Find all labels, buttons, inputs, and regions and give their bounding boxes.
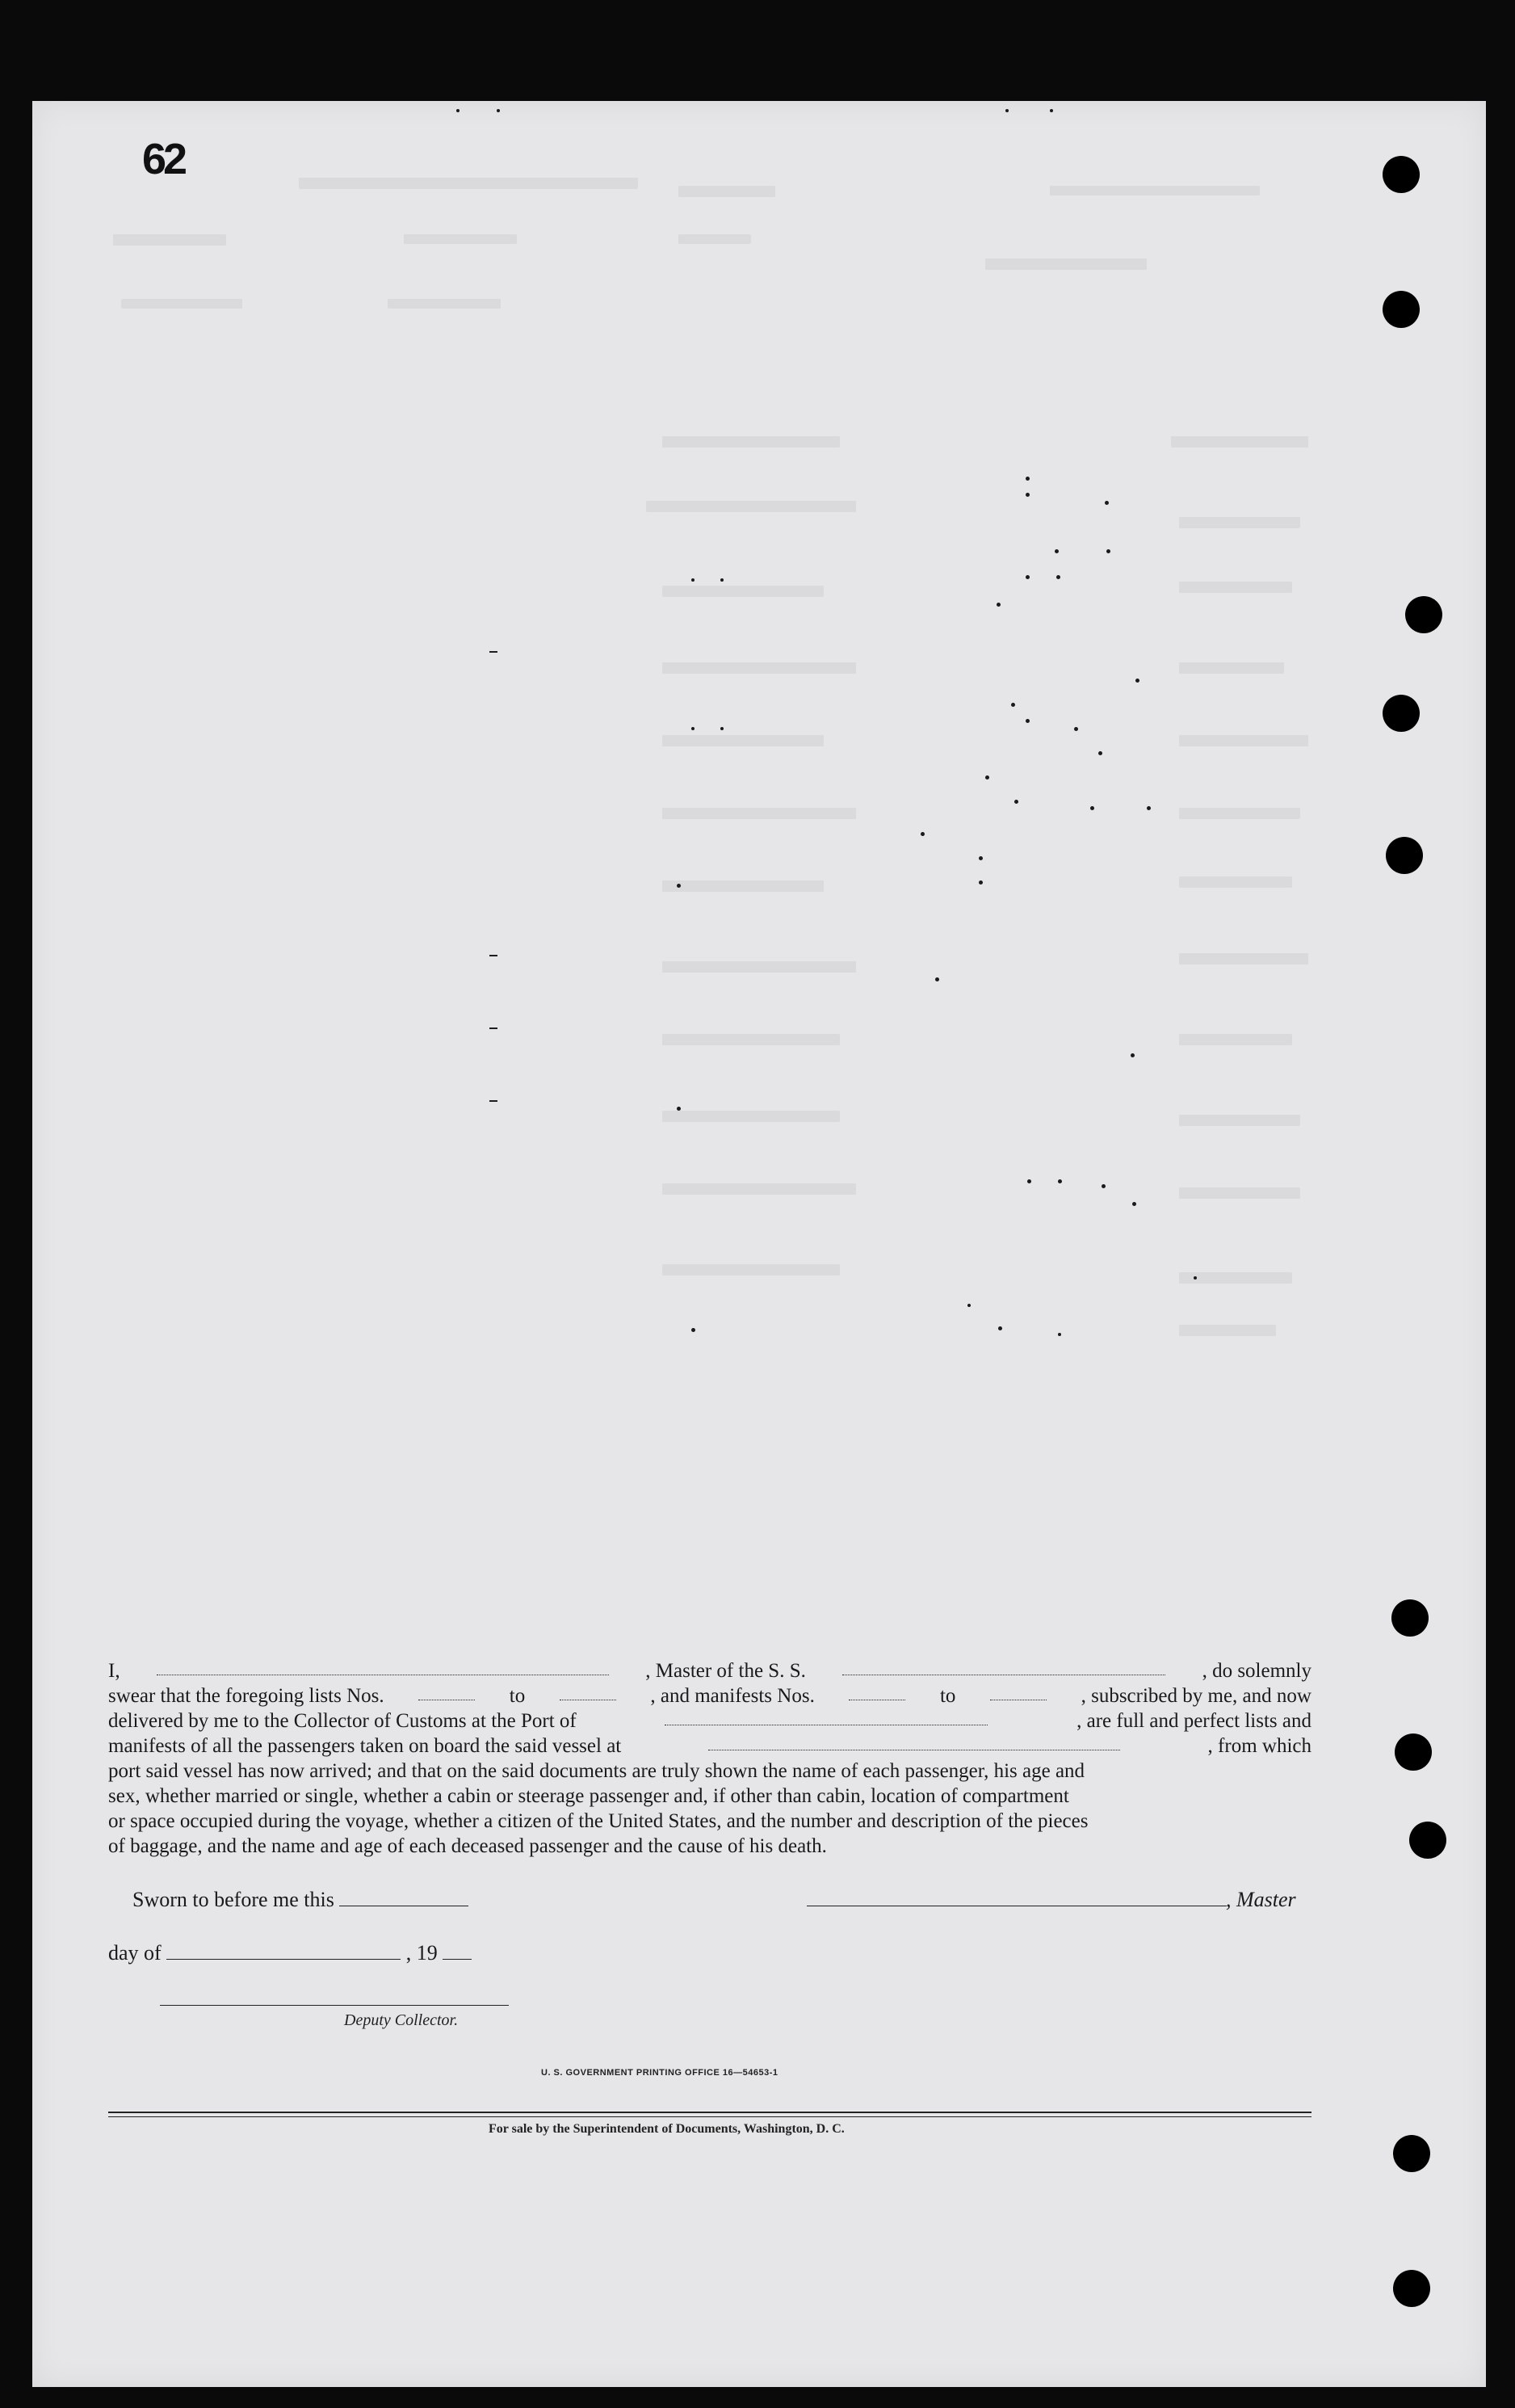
- speck: [1027, 1179, 1031, 1183]
- bleed-through-text: [121, 299, 242, 309]
- sworn-day-blank[interactable]: [339, 1889, 468, 1906]
- speck: [1098, 751, 1102, 755]
- speck: [979, 856, 983, 860]
- bleed-through-text: [985, 258, 1147, 270]
- bleed-through-text: [1179, 1187, 1300, 1199]
- bleed-through-text: [662, 1183, 856, 1195]
- speck: [1090, 806, 1094, 810]
- speck: [497, 109, 500, 112]
- bleed-through-text: [404, 234, 517, 244]
- oath-line: sex, whether married or single, whether a cabin or steerage passenger and, if other than cabin, location of compartment: [108, 1785, 1069, 1807]
- vessel-name-blank[interactable]: [842, 1658, 1165, 1675]
- speck: [1147, 806, 1151, 810]
- oath-line: [108, 1734, 1311, 1759]
- speck: [1026, 719, 1030, 723]
- year-prefix: , 19: [405, 1941, 438, 1965]
- speck: [691, 578, 695, 582]
- speck: [456, 109, 460, 112]
- margin-mark: [489, 651, 497, 653]
- margin-mark: [489, 1100, 497, 1102]
- binder-hole: [1393, 2135, 1430, 2172]
- oath-line: [108, 1658, 1311, 1683]
- oath-text: , Master of the S. S.: [645, 1660, 806, 1682]
- bleed-through-text: [662, 880, 824, 892]
- oath-statement: [108, 1658, 1311, 1859]
- binder-hole: [1409, 1822, 1446, 1859]
- sworn-label: Sworn to before me this: [132, 1888, 334, 1911]
- speck: [1026, 493, 1030, 497]
- year-blank[interactable]: [443, 1943, 472, 1960]
- bleed-through-text: [299, 178, 638, 189]
- deputy-collector-label: Deputy Collector.: [344, 2011, 459, 2029]
- oath-text: , subscribed by me, and now: [1081, 1685, 1311, 1707]
- speck: [985, 775, 989, 780]
- bleed-through-text: [1179, 517, 1300, 528]
- speck: [1194, 1276, 1197, 1280]
- speck: [691, 727, 695, 730]
- margin-mark: [489, 1027, 497, 1029]
- speck: [720, 578, 724, 582]
- speck: [677, 884, 681, 888]
- speck: [1131, 1053, 1135, 1057]
- bleed-through-text: [646, 501, 856, 512]
- bleed-through-text: [1171, 436, 1308, 448]
- speck: [1005, 109, 1009, 112]
- speck: [998, 1326, 1002, 1330]
- bleed-through-text: [1179, 953, 1308, 964]
- speck: [967, 1304, 971, 1307]
- bleed-through-text: [1050, 186, 1260, 195]
- list-to-blank[interactable]: [560, 1683, 616, 1700]
- oath-text: delivered by me to the Collector of Customs at the Port of: [108, 1710, 577, 1732]
- binder-hole: [1383, 291, 1420, 328]
- speck: [921, 832, 925, 836]
- bleed-through-text: [662, 961, 856, 973]
- bleed-through-text: [662, 1111, 840, 1122]
- binder-hole: [1395, 1734, 1432, 1771]
- deputy-signature-line: [160, 2005, 509, 2006]
- speck: [979, 880, 983, 885]
- oath-text: manifests of all the passengers taken on board the said vessel at: [108, 1735, 622, 1757]
- speck: [677, 1107, 681, 1111]
- master-label: , Master: [1226, 1888, 1296, 1911]
- oath-text: , do solemnly: [1202, 1660, 1311, 1682]
- binder-hole: [1393, 2270, 1430, 2307]
- bleed-through-text: [1179, 582, 1292, 593]
- binder-hole: [1405, 596, 1442, 633]
- bleed-through-text: [113, 234, 226, 246]
- speck: [1014, 800, 1018, 804]
- bleed-through-text: [1179, 1115, 1300, 1126]
- manifest-from-blank[interactable]: [849, 1683, 905, 1700]
- port-blank[interactable]: [665, 1708, 988, 1725]
- printing-office-imprint: U. S. GOVERNMENT PRINTING OFFICE 16—54653-1: [541, 2068, 778, 2078]
- speck: [1011, 703, 1015, 707]
- speck: [1055, 549, 1059, 553]
- speck: [691, 1328, 695, 1332]
- bleed-through-text: [1179, 662, 1284, 674]
- bleed-through-text: [1179, 1325, 1276, 1336]
- speck: [1074, 727, 1078, 731]
- oath-line: or space occupied during the voyage, whether a citizen of the United States, and the number and description of the pieces: [108, 1810, 1089, 1832]
- bleed-through-text: [662, 586, 824, 597]
- oath-line: [108, 1708, 1311, 1734]
- master-name-blank[interactable]: [157, 1658, 609, 1675]
- oath-text: swear that the foregoing lists Nos.: [108, 1685, 384, 1707]
- oath-text: , from which: [1207, 1735, 1311, 1757]
- speck: [1058, 1179, 1062, 1183]
- binder-hole: [1383, 156, 1420, 193]
- speck: [720, 727, 724, 730]
- sale-notice: For sale by the Superintendent of Documents, Washington, D. C.: [489, 2122, 845, 2136]
- speck: [1026, 477, 1030, 481]
- bleed-through-text: [662, 735, 824, 746]
- speck: [1102, 1184, 1106, 1188]
- master-signature-line[interactable]: [807, 1889, 1227, 1906]
- bleed-through-text: [662, 436, 840, 448]
- bleed-through-text: [678, 186, 775, 197]
- speck: [935, 977, 939, 981]
- binder-hole: [1386, 837, 1423, 874]
- speck: [1132, 1202, 1136, 1206]
- speck: [1026, 575, 1030, 579]
- bleed-through-text: [678, 234, 751, 244]
- bleed-through-text: [1179, 735, 1308, 746]
- oath-text: to: [509, 1685, 526, 1707]
- day-of-label: day of: [108, 1941, 162, 1965]
- bleed-through-text: [662, 1264, 840, 1275]
- binder-hole: [1383, 695, 1420, 732]
- margin-mark: [489, 955, 497, 956]
- oath-line: port said vessel has now arrived; and that on the said documents are truly shown the name of each passenger, his age and: [108, 1760, 1085, 1782]
- month-blank[interactable]: [166, 1943, 401, 1960]
- bleed-through-text: [1179, 808, 1300, 819]
- speck: [1056, 575, 1060, 579]
- speck: [1050, 109, 1053, 112]
- oath-text: , and manifests Nos.: [650, 1685, 815, 1707]
- bleed-through-text: [662, 1034, 840, 1045]
- speck: [1106, 549, 1110, 553]
- departure-port-blank[interactable]: [708, 1734, 1120, 1750]
- speck: [997, 603, 1001, 607]
- oath-text: , are full and perfect lists and: [1076, 1710, 1311, 1732]
- oath-text: I,: [108, 1660, 120, 1682]
- day-of-row: [108, 1941, 1311, 1965]
- speck: [1135, 679, 1139, 683]
- speck: [1105, 501, 1109, 505]
- sworn-row: [108, 1888, 1311, 1912]
- page-number: 62: [142, 135, 185, 183]
- manifest-to-blank[interactable]: [990, 1683, 1047, 1700]
- bleed-through-text: [1179, 1034, 1292, 1045]
- speck: [1058, 1333, 1061, 1336]
- footer-rule-thin: [108, 2116, 1311, 2117]
- binder-hole: [1391, 1599, 1429, 1637]
- bleed-through-text: [388, 299, 501, 309]
- bleed-through-text: [662, 808, 856, 819]
- bleed-through-text: [1179, 876, 1292, 888]
- oath-line: [108, 1683, 1311, 1708]
- footer-rule: [108, 2112, 1311, 2113]
- oath-line: of baggage, and the name and age of each deceased passenger and the cause of his death.: [108, 1835, 827, 1857]
- list-from-blank[interactable]: [418, 1683, 475, 1700]
- oath-text: to: [939, 1685, 956, 1707]
- bleed-through-text: [662, 662, 856, 674]
